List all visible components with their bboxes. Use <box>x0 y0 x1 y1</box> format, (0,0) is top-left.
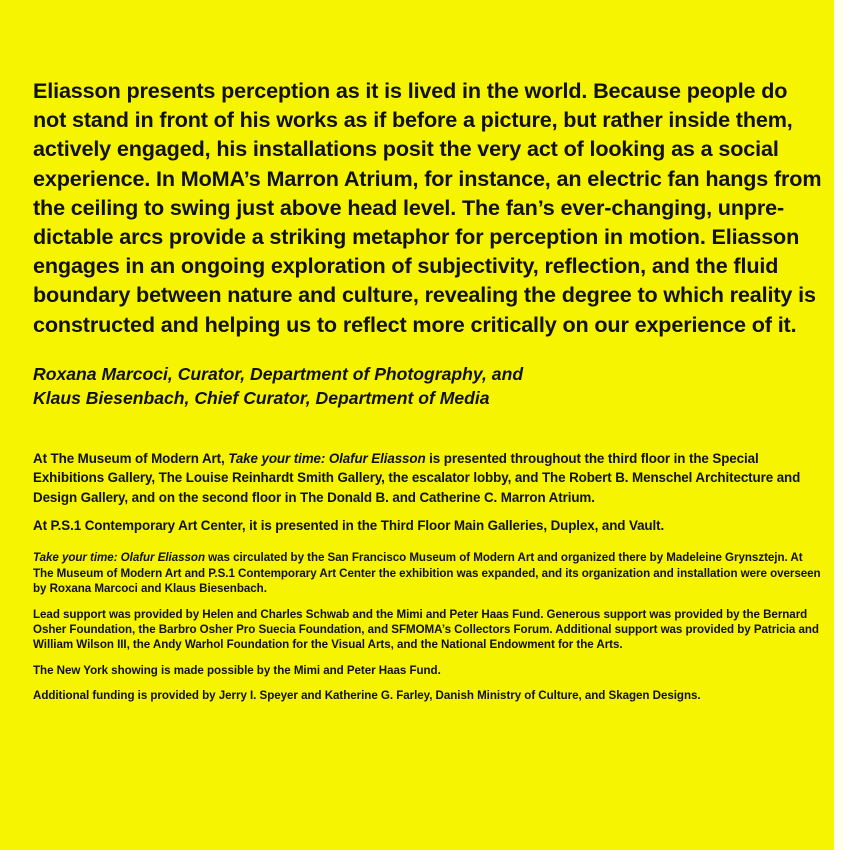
moma-venue-paragraph <box>33 449 823 507</box>
lead-paragraph: Eliasson presents perception as it is lived in the world. Because people do not stand in front of his works as if before a picture, but rather inside them, actively engaged, his installations posit the very act of looking as a social experience. In MoMA’s Marron Atrium, for instance, an electric fan hangs from the ceiling to swing just above head level. The fan’s ever-changing, unpredictable arcs provide a striking metaphor for perception in motion. Eliasson engages in an ongoing exploration of subjectivity, reflection, and the fluid boundary between nature and culture, revealing the degree to which reality is constructed and helping us to reflect more critically on our experience of it. <box>33 78 822 337</box>
byline-line-2: Klaus Biesenbach, Chief Curator, Department of Media <box>33 387 490 408</box>
circulation-paragraph <box>33 550 823 596</box>
circulation-exhibition-title: Take your time: Olafur Eliasson <box>33 551 205 565</box>
funding-paragraph: Additional funding is provided by Jerry I. Speyer and Katherine G. Farley, Danish Ministry of Culture, and Skagen Designs. <box>33 689 701 703</box>
exhibition-title: Take your time: Olafur Eliasson <box>228 450 426 466</box>
curator-byline <box>33 362 823 410</box>
circulation-text: was circulated by the San Francisco Museum of Modern Art and organized there by Madeleine Grynsztejn. At The Museum of Modern Art and P.S.1 Contemporary Art Center the exhibition was expanded, and its organization and installation were overseen by Roxana Marcoci and Klaus Biesenbach. <box>33 551 821 596</box>
document-content <box>33 76 823 704</box>
moma-intro-text: At The Museum of Modern Art, <box>33 450 229 466</box>
moma-venue-text: is presented throughout the third floor in the Special Exhibitions Gallery, The Louise Reinhardt Smith Gallery, the escalator lobby, and The Robert B. Menschel Architecture and Design Gallery, and on the second floor in The Donald B. and Catherine C. Marron Atrium. <box>33 450 801 505</box>
new-york-paragraph: The New York showing is made possible by the Mimi and Peter Haas Fund. <box>33 663 441 677</box>
byline-line-1: Roxana Marcoci, Curator, Department of Photography, and <box>33 363 524 384</box>
ps1-venue-paragraph: At P.S.1 Contemporary Art Center, it is presented in the Third Floor Main Galleries, Duplex, and Vault. <box>33 518 665 534</box>
page-edge <box>834 0 843 850</box>
support-paragraph: Lead support was provided by Helen and Charles Schwab and the Mimi and Peter Haas Fund. Generous support was provided by the Bernard Osher Foundation, the Barbro Osher Pro Suecia Foundation, and SFMOMA’s Collectors Forum. Additional support was provided by Patricia and William Wilson III, the Andy Warhol Foundation for the Visual Arts, and the National Endowment for the Arts. <box>33 607 819 652</box>
